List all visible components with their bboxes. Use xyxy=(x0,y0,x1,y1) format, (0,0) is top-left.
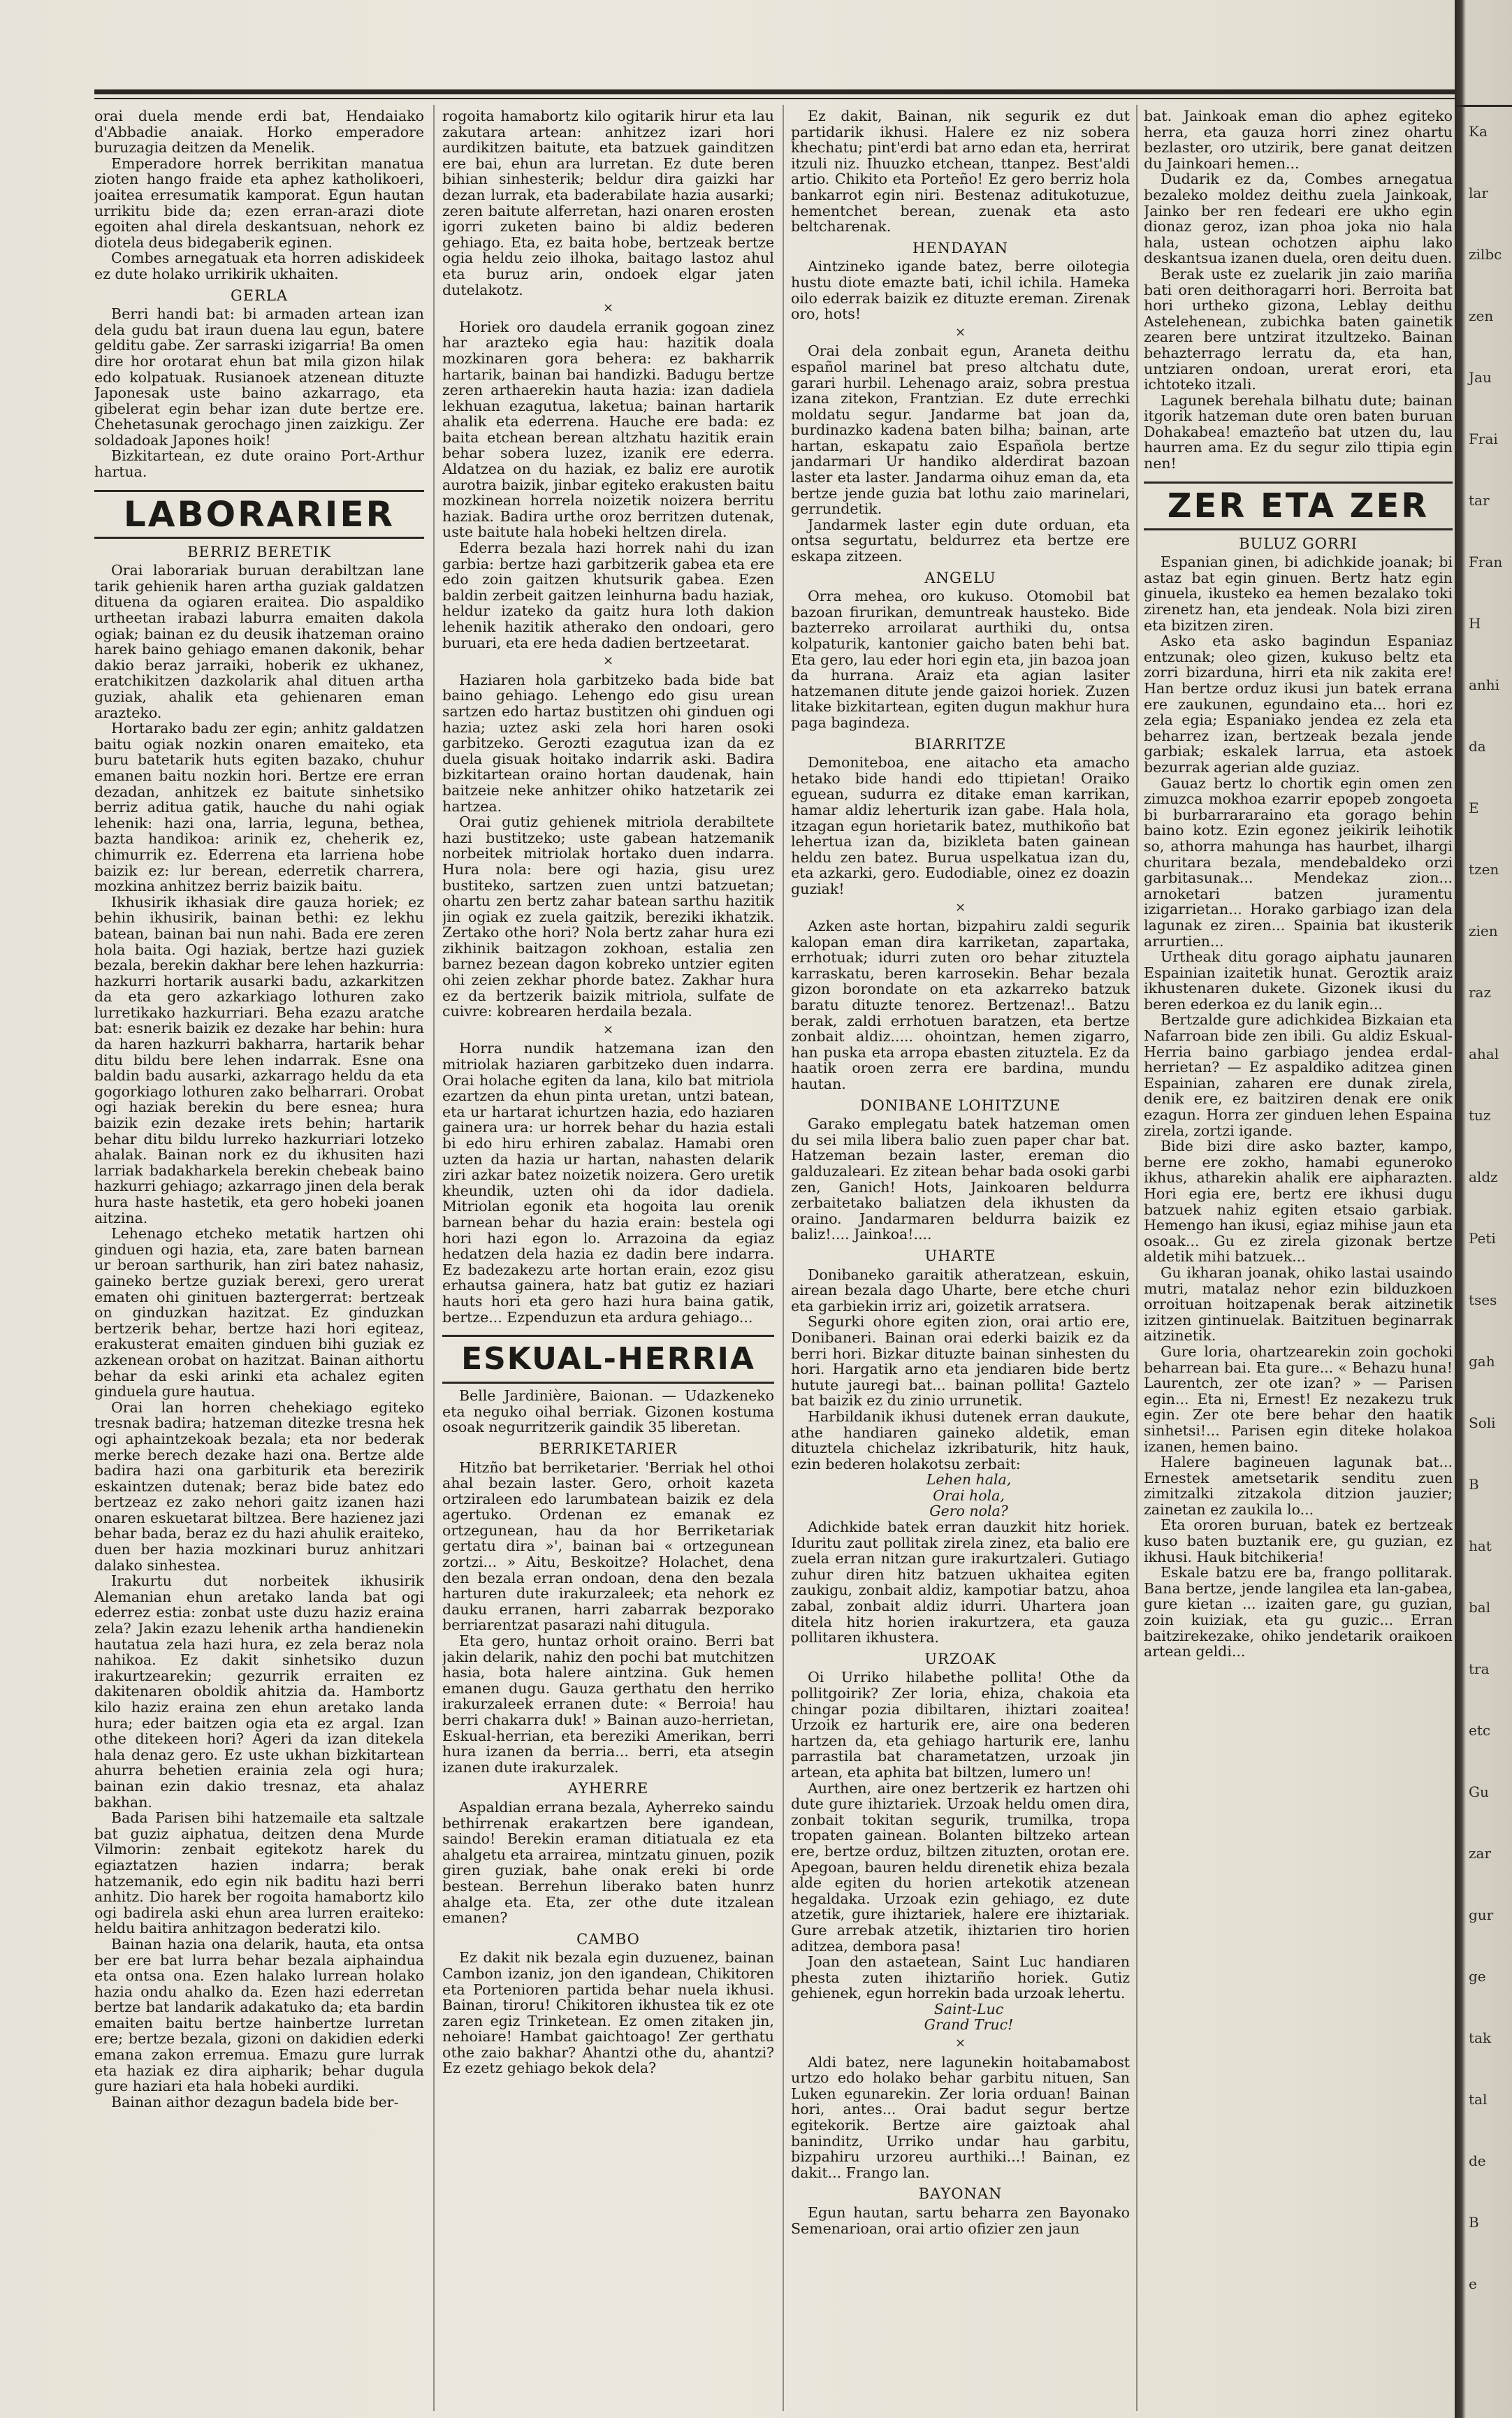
paragraph: Joan den astaetean, Saint Luc handiaren phesta zuten ihiztariño horiek. Gutiz gehienek, egun horrekin bada urzoak lehertu. xyxy=(791,1953,1130,2002)
paragraph: Haziaren hola garbitzeko bada bide bat baino gehiago. Lehengo edo gisu urean sartzen edo hartaz bustitzen ohi ginduen ogi hazia; uztez aski zela hori haren osoki garbitzeko. Gerozti ezagutua izan da ez duela gisuak hoitako indarrik aski. Badira bizkitartean oraino hortan daudenak, hain baitzeie neke anhitzer ohiko hatzetarik zei hartzea. xyxy=(442,671,774,815)
paragraph: Gu ikharan joanak, ohiko lastai usaindo mutri, matalaz nehor ezin bilduzkoen orroituan hoitzapenak berak aitzinetik izitzen gintinuelak. Baitzituen beginarrak aitzinetik. xyxy=(1144,1264,1453,1345)
edge-text-fragment: hat xyxy=(1469,1537,1492,1554)
edge-text-fragment: Jau xyxy=(1469,369,1492,386)
paragraph: Bainan aithor dezagun badela bide ber- xyxy=(111,2093,399,2111)
edge-text-fragment: gah xyxy=(1469,1353,1495,1370)
subheading: BULUZ GORRI xyxy=(1239,535,1358,552)
paragraph: Garako emplegatu batek hatzeman omen du sei mila libera balio zuen paper char bat. Hatzeman bezain laster, ereman dio galduzaleari. Ez zitean behar bada osoki garbi zen, Ganich! Hots, Jainkoaren beldurra zerbaitetako baliatzen dela ikhusten da oraino. Jandarmaren beldurra baizik ez baliz!.... Jainkoa!.... xyxy=(791,1115,1130,1243)
edge-text-fragment: Frai xyxy=(1469,430,1498,447)
separator-mark: × xyxy=(602,301,614,316)
paragraph: Bainan hazia ona delarik, hauta, eta ontsa ber ere bat lurra behar bezala aiphaindua eta ontsa ona. Ezen halako lurrean holako hazia ondu ahalko da. Ezen hazi ederretan bertze bat landarik adakatuko da; eta bardin emaiten baitu bertze hainbertze lurretan ere; bertze bezala, gizoni on dakidien ederki emana zakon erremua. Emazu gure lurrak eta haziak ez dira aipharik; behar dugula gure haziari eta hala hobeki aurdiki. xyxy=(94,1935,424,2095)
edge-text-fragment: Fran xyxy=(1469,553,1503,570)
paragraph: Berak uste ez zuelarik jin zaio mariña bati oren deithoragarri hori. Berroita bat hori urtheko gizona, Leblay deithu Astelehenean, zubichka baten gainetik zearen bere untzirat itzultzeko. Bainan behazterrago lerratu da, eta han, untziaren ondoan, urerat erori, eta ichtoteko itzali. xyxy=(1144,265,1453,393)
paragraph: Berri handi bat: bi armaden artean izan dela gudu bat iraun duena lau egun, batere gelditu gabe. Zer sarraski izigarria! Ba omen dire hor orotarat ehun bat mila gizon hilak edo kolpatuak. Rusianoek atzenean dituzte Japonesak uste baino azkarrago, eta gibelerat egin behar izan dute bertze ere. Chehetasunak gerochago jinen zaizkigu. Zer soldadoak Japones hoik! xyxy=(94,305,424,449)
paragraph: Horra nundik hatzemana izan den mitriolak haziaren garbitzeko duen indarra. Orai holache egiten da lana, kilo bat mitriola ezartzen da ehun pinta uretan, untzi batean, eta ur hartarat ichurtzen hazia, edo haziaren gainera ura: ur horrek behar du hazia estali bi edo hiru erhiren zabalaz. Hamabi oren uzten da hazia ur hartan, nahasten delarik ziri azkar batez noizetik noizera. Gero uretik kheundik, uzten ohi da idor dadiela. Mitriolan egonik eta hogoita lau orenik barnean behar du hazia erain: bestela ogi hori hazi egon lo. Arrazoina da egiaz hedatzen dela hazia ez dadin bere indarra. Ez badezakezu arte hortan erain, ezoz gisu erhautsa gainera, hatz bat gutiz ez haziari hauts hori eta gero hazi hura baina gatik, bertze... Ezpenduzun eta ardura gehiago... xyxy=(442,1040,774,1326)
edge-text-fragment: zien xyxy=(1469,922,1498,939)
column-divider xyxy=(783,105,784,2411)
paragraph: Orai lan horren chehekiago egiteko tresnak badira; hatzeman ditezke tresna hek ogi aphaintzekoak bezala; eta nor bederak merke berech dezake hazi ona. Bertze alde badira hazi ona garbiturik eta berezirik eskaintzen dutenak; beraz bide batez edo bertzeaz ez zako nehori gaitz izanen hazi onaren eskuetarat biltzea. Bere hazienez jazi behar bada, beraz ez du hazi ahulik eraiteko, duen ber hazia mozkinari buruz anhitzari dalako sinhestea. xyxy=(94,1398,424,1574)
edge-text-fragment: aldz xyxy=(1469,1168,1498,1185)
adjacent-page-edge xyxy=(1455,0,1512,2418)
paragraph: Aintzineko igande batez, berre oilotegia hustu diote emazte bati, ichil ichila. Hameka oilo ederrak baizik ez dituzte ereman. Zirenak oro, hots! xyxy=(791,258,1130,323)
paragraph: Lehenago etcheko metatik hartzen ohi ginduen ogi hazia, eta, zare baten barnean ur beroan sarthurik, han ziri batez nahasiz, gaineko bertze guziak berexi, gero urerat ematen ohi ginituen baztergerrat: bertzeak on ginduzkan hazitzat. Ez ginduzkan bertzerik behar, bertze hazi hori egiteaz, erakusterat emaiten ginduen bihi guziak ez azkenean orobat on hazitzat. Bainan aithortu behar da eski arinki eta achalez egiten ginduela gure hautua. xyxy=(94,1225,424,1400)
edge-text-fragment: lar xyxy=(1469,184,1488,201)
paragraph: Dudarik ez da, Combes arnegatua bezaleko moldez deithu zuela Jainkoak, Jainko ber ren fedeari ere ukho egin dionaz geroz, izan phoa joka nio hala hala, ustean ochotzen aiphu lako deskantsua izanen duela, oren deitu duen. xyxy=(1144,171,1453,267)
paragraph: Hitzño bat berriketarier. 'Berriak hel othoi ahal bezain laster. Gero, orhoit kazeta ortziraleen edo larumbatean baizik ez dela agertuko. Ordenan ez emanak ez ortzegunean, hau da hor Berriketariak gertatu dira »', bainan bai « ortzegunean zortzi... » Aitu, Beskoitze? Holachet, dena den bezala erran ondoan, dena den bezala harturen dute irakurzaleek; eta nehork ez dauku erranen, harri zabarrak bezporako berriarentzat pasarazi nahi ditugula. xyxy=(442,1458,774,1634)
edge-text-fragment: Peti xyxy=(1469,1230,1496,1247)
verse-line: Grand Truc! xyxy=(924,2016,1014,2034)
edge-text-fragment: etc xyxy=(1469,1722,1491,1739)
edge-text-fragment: E xyxy=(1469,799,1479,816)
paragraph: Demoniteboa, ene aitacho eta amacho hetako bide handi edo ttipietan! Oraiko eguean, sudurra ez ditake eman karrikan, hamar aldiz leherturik izan gabe. Hala hola, itzagan egun horietarik batez, muthikoño bat lehertua izan da, bizikleta baten gainean heldu zen batez. Burua uspelkatua izan du, eta azkarki, gero. Eudodiable, oinez ez doazin guziak! xyxy=(791,754,1130,897)
paragraph: Orai laborariak buruan derabiltzan lane tarik gehienik haren artha guziak galdatzen dituena da ogiaren eraitea. Dio aspaldiko urtheetan irabazi laburra emaiten dakola ogiak; bainan ez du deusik ihatzeman oraino harek baino gehiago emanen dakonik, behar dakio beraz jarraiki, hoberik ez ukhanez, eratchikitzen dazkolarik ahal dituen artha guziak, ahalik eta gehienaren eman arazteko. xyxy=(94,562,424,721)
headline-zer-eta-zer: ZER ETA ZER xyxy=(1144,482,1453,530)
section-heading-uharte: UHARTE xyxy=(924,1247,996,1264)
edge-rule xyxy=(1455,105,1512,107)
section-heading-gerla: GERLA xyxy=(230,287,289,304)
paragraph: Orra mehea, oro kukuso. Otomobil bat bazoan firurikan, demuntreak hausteko. Bide bazterreko arroilarat aurthiki du, ontsa kolpaturik, kantonier gaicho baten behi bat. Eta gero, lau eder hori egin eta, jin bazoa joan da hurrana. Araiz eta agian lasiter hatzemanen ditute jende gaizoi horiek. Zuzen litake bizkitartean, egiten dugun makhur hura paga bagindeza. xyxy=(791,588,1130,731)
edge-text-fragment: Gu xyxy=(1469,1783,1489,1800)
headline-laborarier: LABORARIER xyxy=(94,490,424,539)
verse-line: Lehen hala, xyxy=(926,1471,1012,1489)
paragraph: bat. Jainkoak eman dio aphez egiteko herra, eta gauza horri zinez ohartu bezlaster, oro utzirik, bere ganat deitzen du Jainkoari hemen... xyxy=(1144,108,1453,172)
section-heading-hendayan: HENDAYAN xyxy=(913,239,1008,256)
separator-mark: × xyxy=(602,653,614,669)
edge-text-fragment: H xyxy=(1469,615,1481,632)
paragraph: orai duela mende erdi bat, Hendaiako d'Abbadie anaiak. Horko emperadore buruzagia deitzen da Menelik. xyxy=(94,108,424,157)
paragraph: Eskale batzu ere ba, frango pollitarak. Bana bertze, jende langilea eta lan-gabea, gure kietan ... izaiten gare, gu guzian, zoin kuiziak, eta gu guzic... Erran baitzirekezake, ohiko jendetarik oraikoen artean geldi... xyxy=(1144,1564,1453,1660)
separator-mark: × xyxy=(602,1022,614,1037)
paragraph: Urtheak ditu gorago aiphatu jaunaren Espainian izaitetik hunat. Geroztik araiz ikhustenaren dukete. Gizonek ikusi du beren ederkoa ez du lanik egin... xyxy=(1144,948,1453,1013)
edge-text-fragment: tzen xyxy=(1469,861,1499,878)
edge-text-fragment: Soli xyxy=(1469,1414,1496,1431)
edge-text-fragment: tuz xyxy=(1469,1107,1491,1124)
paragraph: Horiek oro daudela erranik gogoan zinez har arazteko egia hau: hazitik doala mozkinaren gora behera: ez bakharrik hartarik, bainan bai handizki. Badugu bertze zeren arthaerekin hauta hazia: izan dadiela lekhuan ezagutua, laketua; bainan hartarik ahalik eta ederrena. Hauche ere bada: ez baita etchean berean altzhatu hazitik erain behar sobera luzez, izanik ere ederra. Aldatzea on du haziak, ez baliz ere aurotik aurotra baizik, jinbar egiteko erakusten baitu mozkinean horrela noizetik noizera berritu haziak. Badira urthe oroz berritzen dutenak, uste baitute hala hobeki heltzen direla. xyxy=(442,318,774,541)
paragraph: Egun hautan, sartu beharra zen Bayonako Semenarioan, orai artio ofizier zen jaun xyxy=(791,2204,1130,2237)
paragraph: Adichkide batek erran dauzkit hitz horiek. Iduritu zaut pollitak zirela zinez, eta balio ere zuela erran nitzan gure irakurtzaleri. Gutiago zuhur diren hitz batzuen ukhaitea egiten zaukigu, zonbait aldiz, kampotiar batzu, ahoa zabal, zonbait aldiz idurri. Uhartera joan ditela hitz horien irakurtzera, eta gauza pollitaren ikhustera. xyxy=(791,1519,1130,1646)
edge-text-fragment: bal xyxy=(1469,1599,1491,1616)
section-heading-berriketarier: BERRIKETARIER xyxy=(539,1440,678,1457)
edge-text-fragment: ahal xyxy=(1469,1045,1499,1062)
paragraph: Bada Parisen bihi hatzemaile eta saltzale bat guziz aiphatua, deitzen dena Murde Vilmorin: zenbait egitekotz harek du egiaztatzen hazien indarra; berak hatzemanik, edo egin nik baditu hazi berri anhitz. Dio harek ber rogoita hamabortz kilo ogi badirela aski ehun area lurren eraiteko: heldu baitira anhitzagon bederatzi kilo. xyxy=(94,1809,424,1937)
paragraph: Gauaz bertz lo chortik egin omen zen zimuzca mokhoa ezarrir epopeb zongoeta bi burbarrararaino eta gorago behin baino kotz. Ezin egonez jeikirik leihotik so, athorra mahunga has haurbet, ilhargi churitara bezala, mendebaldeko orzi garbitasunak... Mendekaz zion... arnoketari batzen juramentu izigarrietan... Horako garbiago izan dela lagunak ez ziren... Spainia bat ikusterik arrurtien... xyxy=(1144,774,1453,950)
verse-line: Saint-Luc xyxy=(933,2000,1004,2018)
paragraph: Emperadore horrek berrikitan manatua zioten hango fraide eta aphez katholikoeri, joaitea erresumatik kamporat. Egun hautan urrikitu bide da; ezen erran-arazi diote egoiten ahal direla deskantsuan, nehork ez diotela deus bidegaberik eginen. xyxy=(94,154,424,251)
paragraph: Orai gutiz gehienek mitriola derabiltete hazi bustitzeko; uste gabean hatzemanik norbeitek mitriolak hortako duen indarra. Hura nola: bere ogi hazia, gisu urez bustiteko, sartzen zuen untzi batzuetan; ohartu zen bertz zahar batean sarthu hazitik jin ogiak ez zuela gaitzik, bereziki ikhatzik. Zertako othe hori? Nola bertz zahar hura ezi zikhinik baitzagon zokhoan, estalia zen barnez bezean dagon kobreko untzier egiten ohi zeien zekhar phorde batez. Zakhar hura ez da bertzerik baizik mitriola, sulfate de cuivre: kobrearen herdaila bezala. xyxy=(442,813,774,1020)
top-rule-thin xyxy=(94,98,1460,99)
column-4 xyxy=(1144,108,1453,2408)
paragraph: Asko eta asko bagindun Espaniaz entzunak; oleo gizen, kukuso beltz eta zorri bizarduna, hirri eta nik zakita ere! Han bertze orduz ikusi jun batek errana ere zaukunen, egundaino eta... hori ez zela egia; Espaniako jendea ez zela eta beharrez izan, bertzeak bezala jende garbiak; eskalek larrua, eta astoek bezurrak agerian alde guziaz. xyxy=(1144,632,1453,776)
column-divider xyxy=(433,105,435,2411)
paragraph: Combes arnegatuak eta horren adiskideek ez dute holako urrikirik ukhaiten. xyxy=(94,249,424,282)
paragraph: Espanian ginen, bi adichkide joanak; bi astaz bat egin ginuen. Bertz hatz egin ginuela, ikusteko ea hemen bezalako toki zirenetz han, eta jendeak. Nola bizi ziren eta bizitzen ziren. xyxy=(1144,553,1453,634)
paragraph: Aldi batez, nere lagunekin hoitabamabost urtzo edo holako behar garbitu nituen, San Luken egunarekin. Zer loria orduan! Bainan hori, antes... Orai badut segur bertze egitekorik. Bertze aire gaiztoak ahal baninditz, Urriko undar hau garbitu, bizpahiru urzoreu aurthiki...! Bainan, ez dakit... Frango lan. xyxy=(791,2053,1130,2181)
top-rule xyxy=(94,89,1460,94)
section-heading-cambo: CAMBO xyxy=(576,1930,640,1948)
section-heading-biarritze: BIARRITZE xyxy=(914,735,1007,753)
column-1 xyxy=(94,108,424,2408)
edge-text-fragment: zar xyxy=(1469,1845,1492,1862)
edge-text-fragment: tra xyxy=(1469,1660,1490,1677)
separator-mark: × xyxy=(954,324,966,340)
paragraph: Ederra bezala hazi horrek nahi du izan garbia: bertze hazi garbitzerik gabea eta ere edo zoin gaitzen khutsurik gabea. Ezen baldin zerbeit gaitzen leinhurna badu haziak, heldur izateko da gaitz hura loth dakion lehenik hazitik atherako den ondoari, gero buruari, eta ere heda dadien bertzeetarat. xyxy=(442,540,774,651)
section-heading-ayherre: AYHERRE xyxy=(567,1780,649,1797)
paragraph: Belle Jardinière, Baionan. — Udazkeneko eta neguko oihal berriak. Gizonen kostuma osoak negurritzerik gaindik 35 liberetan. xyxy=(442,1387,774,1436)
edge-text-fragment: tak xyxy=(1469,2029,1492,2046)
paragraph: Ez dakit nik bezala egin duzuenez, bainan Cambon izaniz, jon den igandean, Chikitoren eta Portenioren partida behar nuela ikhusi. Bainan, tiroru! Chikitoren ikhustea tik ez ote zaren egiz Trinketean. Ez omen zitaken jin, nehoiare! Hambat gaichtoago! Zer gerthatu othe zaio bakhar? Ahantzi othe du, ahantzi? Ez ezetz gehiago bekok dela? xyxy=(442,1949,774,2077)
edge-text-fragment: gur xyxy=(1469,1906,1494,1923)
paragraph: Azken aste hortan, bizpahiru zaldi segurik kalopan eman dira karriketan, zapartaka, errhotuak; idurri zuten oro behar zituztela karraskatu, beren karrosekin. Behar bezala gizon borondate on eta azkarreko batzuk baratu dituzte tenorez. Bertzenaz!.. Batzu berak, zaldi errhotuen baratzen, eta bertze zonbait aldiz..... ohointzan, hemen zigarro, han puska eta arropa ebasten zituztela. Ez da haatik oroen zerra ere bardina, mundu hautan. xyxy=(791,918,1130,1093)
edge-text-fragment: tar xyxy=(1469,492,1490,509)
separator-mark: × xyxy=(954,899,966,915)
edge-text-fragment: zen xyxy=(1469,307,1494,324)
paragraph: Bertzalde gure adichkidea Bizkaian eta Nafarroan bide zen ibili. Gu aldiz Eskual-Herria baino garbiago jendea erdal-herrietan? — Ez aspaldiko aditzea ginen Espainian, zaharen ere dunak zirela, denik ere, ez baitziren denak ere onik ezagun. Horra zer ginduen lehen Espaina zirela, zortzi igande. xyxy=(1144,1011,1453,1139)
paragraph: Eta ororen buruan, batek ez bertzeak kuso baten buztanik ere, gu guzian, ez ikhusi. Hauk bitchikeria! xyxy=(1144,1516,1453,1565)
edge-text-fragment: B xyxy=(1469,2214,1479,2231)
verse-line: Gero nola? xyxy=(929,1503,1008,1520)
edge-text-fragment: Ka xyxy=(1469,123,1488,140)
paragraph: Ikhusirik ikhasiak dire gauza horiek; ez behin ikhusirik, bainan bethi: ez lekhu batean, bainan bai nun nahi. Bada ere zeren hola baita. Ogi haziak, bertze hazi guziek bezala, berekin dakhar bere lehen hazkurria: hazkurri hortarik ausarki badu, azkarkitzen da eta gero azkarkiago lothuren zako lurretikako hazkurriari. Beha ezazu aratche bat: esnerik baizik ez dezake har behin: hura da haren hazkurri bakharra, hartarik behar ditu bildu bere lehen indarrak. Esne ona baldin badu ausarki, azkarrago heldu da eta gogorkiago lothuren zako belharrari. Orobat ogi haziak berekin du bere esnea; hura baizik ezin dezake irets behin; hartarik behar ditu bildu lurreko hazkurriari lotzeko ahalak. Bainan nork ez du ikhusiten hazi larriak badakharkela berekin chebeak baino hazkurri gehiago; azkarrago jinen dela berak hura haste hastetik, eta gero hobeki joanen aitzina. xyxy=(94,893,424,1226)
edge-text-fragment: raz xyxy=(1469,984,1492,1001)
edge-text-fragment: tal xyxy=(1469,2091,1488,2108)
paragraph: Harbildanik ikhusi dutenek erran daukute, athe handiaren gaineko aldetik, eman dituztela chichelaz izkribaturik, hitz hauk, ezin bederen holakotsu zerbait: xyxy=(791,1407,1130,1472)
section-heading-donibane: DONIBANE LOHITZUNE xyxy=(859,1096,1061,1114)
paragraph: Aurthen, aire onez bertzerik ez hartzen ohi dute gure ihiztariek. Urzoak heldu omen dira, zonbait tokitan segurik, trumilka, tropa tropaten gainean. Bolanten biltzeko artean ere, bertze orduz, biltzen zituzten, orotan ere. Apegoan, bauren heldu direnetik ehiza bezala alde egiten du horien artekotik atzenean hegaldaka. Urzoak ezin gehiago, ez dute atzetik, gure ihiztariek, halere ere ihiztariak. Gure arrebak atzetik, ihiztarien tiro horien aditzea, dembora pasa! xyxy=(791,1779,1130,1955)
edge-text-fragment: tses xyxy=(1469,1291,1497,1308)
paragraph: Lagunek berehala bilhatu dute; bainan itgorik hatzeman dute oren baten buruan Dohakabea! emazteño bat utzen du, lau haurren ama. Ez du segur zilo ttipia egin nen! xyxy=(1144,391,1453,472)
edge-text-fragment: da xyxy=(1469,738,1486,755)
edge-text-fragment: e xyxy=(1469,2275,1477,2292)
paragraph: Jandarmek laster egin dute orduan, eta ontsa segurtatu, beldurrez eta bertze ere eskapa zitzeen. xyxy=(791,516,1130,565)
paragraph: Bide bizi dire asko bazter, kampo, berne ere zokho, hamabi eguneroko ikhus, atharekin ahalik ere aipharazten. Hori egia ere, bertz ere ikhusi dugu batzuek nahiz egiten etsaio garbiak. Hemengo han ikusi, egiaz mihise jaun eta osoak... Gu ez zirela gizonak bertze aldetik mihi batzuek... xyxy=(1144,1138,1453,1266)
subheading: BERRIZ BERETIK xyxy=(187,543,331,560)
paragraph: Donibaneko garaitik atheratzean, eskuin, airean bezala dago Uharte, bere etche churi eta garbiekin irriz ari, goizetik arratsera. xyxy=(791,1266,1130,1315)
paragraph: Irakurtu dut norbeitek ikhusirik Alemanian ehun aretako landa bat ogi ederrez estia: zonbat uste duzu haziz eraina zela? Jakin ezazu lehenik artha handienekin hautatua zela hazi hura, ez zela beraz nola nahikoa. Ez dakit sinhetsiko duzun irakurtzearekin; gezurrik erraiten ez dakitenaren oboldik ahitzia da. Hambortz kilo haziz eraina zen ehun aretako landa hura; eder baitzen ogia eta ez argal. Izan othe ditekeen hori? Ageri da izan ditekela hala denaz gero. Ez uste ukhan bizkitartean ahurra behetien erainia zela ogi hura; bainan ezin dakio tresnaz, eta ahalaz bakhan. xyxy=(94,1572,424,1811)
headline-eskual-herria: ESKUAL-HERRIA xyxy=(442,1335,774,1384)
section-heading-bayonan: BAYONAN xyxy=(918,2185,1003,2203)
paragraph: Halere bagineuen lagunak bat... Ernestek ametsetarik senditu zuen zimitzalki zitzakola ditzion jauzier; zainetan ez zaukila lo... xyxy=(1144,1454,1453,1518)
paragraph: Orai dela zonbait egun, Araneta deithu español marinel bat preso altchatu dute, garari hurbil. Lehenago araiz, sobra prestua izana zitekon, Frantzian. Ez dute errechki moldatu segur. Jandarme bat joan da, burdinazko kadena baten bilha; bainan, arte hartan, eskapatu zaio Española bertze jandarmari Ur handiko alderdirat bazoan laster eta laster. Jandarma oihuz eman da, eta bertze jende guzia bat lothu zaio marinelari, gerrundetik. xyxy=(791,342,1130,518)
section-heading-urzoak: URZOAK xyxy=(924,1650,996,1667)
paragraph: Oi Urriko hilabethe pollita! Othe da pollitgoirik? Zer loria, ehiza, chakoia eta chingar pozia dibiltaren, ihiztari zoaitea! Urzoik ez harturik ere, aire ona bederen hartzen da, eta gehiago harturik ere, lanhu parrastila bat charametatzen, urzoak jin artean, eta aphita bat biltzen, lumero un! xyxy=(791,1669,1130,1781)
section-heading-angelu: ANGELU xyxy=(924,569,996,586)
edge-text-fragment: ge xyxy=(1469,1968,1486,1985)
edge-text-fragment: B xyxy=(1469,1476,1479,1493)
edge-text-fragment: de xyxy=(1469,2152,1486,2169)
paragraph: Aspaldian errana bezala, Ayherreko saindu bethirrenak erakartzen bere igandean, saindo! Berekin eraman ditiatuala ez eta ahalgetu eta arrairea, mintzatu ginuen, pozik giren guziak, bahe onak ereki bi orde bestean. Berrehun liberako baten hunrz ahalge eta. Eta, zer othe dute itzalean emanen? xyxy=(442,1798,774,1927)
column-divider xyxy=(1136,105,1137,2411)
paragraph: Hortarako badu zer egin; anhitz galdatzen baitu ogiak nozkin onaren emaiteko, eta buru batetarik huts egiten bazako, chuhur emanen baitu nozkin hori. Bertze ere erran dezadan, anhitzek ez baitute sinhetsiko berriz aditua gatik, hauche du nahi ogiak lehenik: hazi ona, larria, leguna, bethea, bazta handikoa: arinik ez, cheherik ez, chimurrik ez. Ederrena eta larriena hobe baizik ez: lur berean, ederretik charrera, mozkina anhitzez berriz baizik baitu. xyxy=(94,720,424,895)
column-2 xyxy=(442,108,774,2408)
edge-text-fragment: zilbc xyxy=(1469,246,1502,263)
paragraph: Ez dakit, Bainan, nik segurik ez dut partidarik ikhusi. Halere ez niz sobera khechatu; pint'erdi bat arno edan eta, herrirat itzuli niz. Ihuuzko etchean, ttanpez. Best'aldi artio. Chikito eta Porteño! Ez gero berriz hola bankarrot egin niri. Bestenaz aditukotuzue, hementchet berean, zuenak eta asto beltcharenak. xyxy=(791,108,1130,236)
paragraph: rogoita hamabortz kilo ogitarik hirur eta lau zakutara artean: anhitzez izari hori aurdikitzen baitute, eta batzuek gainditzen ere bai, ehun ara lurretan. Ez dute beren bihian sinhesterik; beldur dira gaizki har dezan lurrak, eta baderabilate hazia ausarki; zeren baitute alferretan, hazi onaren erosten igorri zuketen baino bi aldiz bederen gehiago. Eta, ez baita hobe, bertzeak bertze ogia heldu zeio ilhoka, baitago lastoz ahul eta buruz arin, ondoek elgar jaten dutelakotz. xyxy=(442,108,774,298)
separator-mark: × xyxy=(954,2036,966,2051)
paragraph: Segurki ohore egiten zion, orai artio ere, Donibaneri. Bainan orai ederki baizik ez da berri hori. Bizkar dituzte bainan sinhesten du hori. Hargatik arno eta jendiaren bide bertz hutute jauregi bat... bainan pollita! Gaztelo bat baizik ez du zinio urrunetik. xyxy=(791,1313,1130,1410)
edge-text-fragment: anhi xyxy=(1469,676,1500,693)
column-3 xyxy=(791,108,1130,2408)
paragraph: Gure loria, ohartzearekin zoin gochoki beharrean bai. Eta gure... « Behazu huna! Laurentch, zer ote izan? » — Parisen egin... Eta ni, Ernest! Ez nezakezu truk egin. Zer ote bere behar den haatik sinhetsi!... Parisen egin diteke holakoa izanen, hemen baino. xyxy=(1144,1342,1453,1455)
paragraph: Bizkitartean, ez dute oraino Port-Arthur hartua. xyxy=(94,447,424,481)
paragraph: Eta gero, huntaz orhoit oraino. Berri bat jakin delarik, nahiz den pochi bat mutchitzen hasia, bota halere aintzina. Guk hemen emanen dugu. Gauza gerthatu den herriko irakurzaleek erranen dute: « Berroia! hau berri chakarra duk! » Bainan auzo-herrietan, Eskual-herrian, eta bereziki Amerikan, berri hura izanen da berria... berri, eta atsegin izanen dute irakurzalek. xyxy=(442,1632,774,1776)
verse-line: Orai hola, xyxy=(933,1486,1005,1504)
